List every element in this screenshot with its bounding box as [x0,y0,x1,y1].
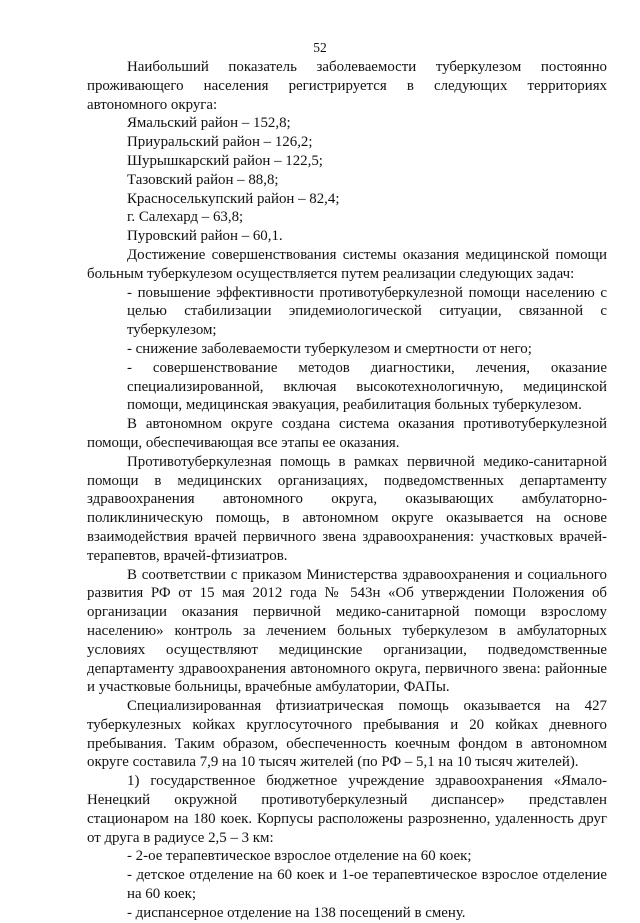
paragraph-primary-care: Противотуберкулезная помощь в рамках первичной медико-санитарной помощи в медицинских организациях, подведомственных департаменту здравоохранения автономного округа, оказывающих амбулаторно-поликлиническую помощь, в автономном округе оказывается на основе взаимодействия врачей первичного звена здравоохранения: участковых врачей-терапевтов, врачей-фтизиатров. [87,453,607,564]
paragraph-tasks-intro: Достижение совершенствования системы оказания медицинской помощи больным туберкулезом осуществляется путем реализации следующих задач: [87,246,607,282]
task-item: - совершенствование методов диагностики, лечения, оказание специализированной, включая высокотехнологичную, медицинской помощи, медицинская эвакуация, реабилитация больных туберкулезом. [127,359,607,414]
district-item: Приуральский район – 126,2; [127,134,313,151]
paragraph-beds: Специализированная фтизиатрическая помощь оказывается на 427 туберкулезных койках круглосуточного пребывания и 20 койках дневного пребывания. Таким образом, обеспеченность коечным фондом в автономном округе составила 7,9 на 10 тысяч жителей (по РФ – 5,1 на 10 тысяч жителей). [87,698,607,771]
paragraph-system: В автономном округе создана система оказания противотуберкулезной помощи, обеспечивающая все этапы ее оказания. [87,416,607,451]
district-item: Красноселькупский район – 82,4; [127,190,340,207]
department-item: - 2-ое терапевтическое взрослое отделение на 60 коек; [127,848,472,865]
paragraph-order: В соответствии с приказом Министерства здравоохранения и социального развития РФ от 15 мая 2012 года № 543н «Об утверждении Положения об организации оказания первичной медико-санитарной помощи взрослому населению» контроль за лечением больных туберкулезом в амбулаторных условиях осуществляют медицинские организации, подведомственные департаменту здравоохранения автономного округа, первичного звена: районные и участковые больницы, врачебные амбулатории, ФАПы. [87,566,607,696]
document-body [87,58,607,923]
district-item: Пуровский район – 60,1. [127,228,283,245]
paragraph-incidence-intro: Наибольший показатель заболеваемости туберкулезом постоянно проживающего населения регистрируется в следующих территориях автономного округа: [87,59,607,113]
task-item: - повышение эффективности противотуберкулезной помощи населению с целью стабилизации эпидемиологической ситуации, связанной с туберкулезом; [127,284,607,339]
paragraph-dispensary: 1) государственное бюджетное учреждение здравоохранения «Ямало-Ненецкий окружной противотуберкулезный диспансер» представлен стационаром на 180 коек. Корпусы расположены разрозненно, удаленность друг от друга в радиусе 2,5 – 3 км: [87,773,607,846]
district-item: Тазовский район – 88,8; [127,171,279,188]
department-item: - диспансерное отделение на 138 посещений в смену. [127,904,466,921]
district-item: Шурышкарский район – 122,5; [127,152,323,169]
task-item: - снижение заболеваемости туберкулезом и смертности от него; [127,340,532,357]
district-item: Ямальский район – 152,8; [127,115,291,132]
district-item: г. Салехард – 63,8; [127,209,244,226]
department-item: - детское отделение на 60 коек и 1-ое терапевтическое взрослое отделение на 60 коек; [127,867,607,903]
page-number: 52 [313,40,327,55]
